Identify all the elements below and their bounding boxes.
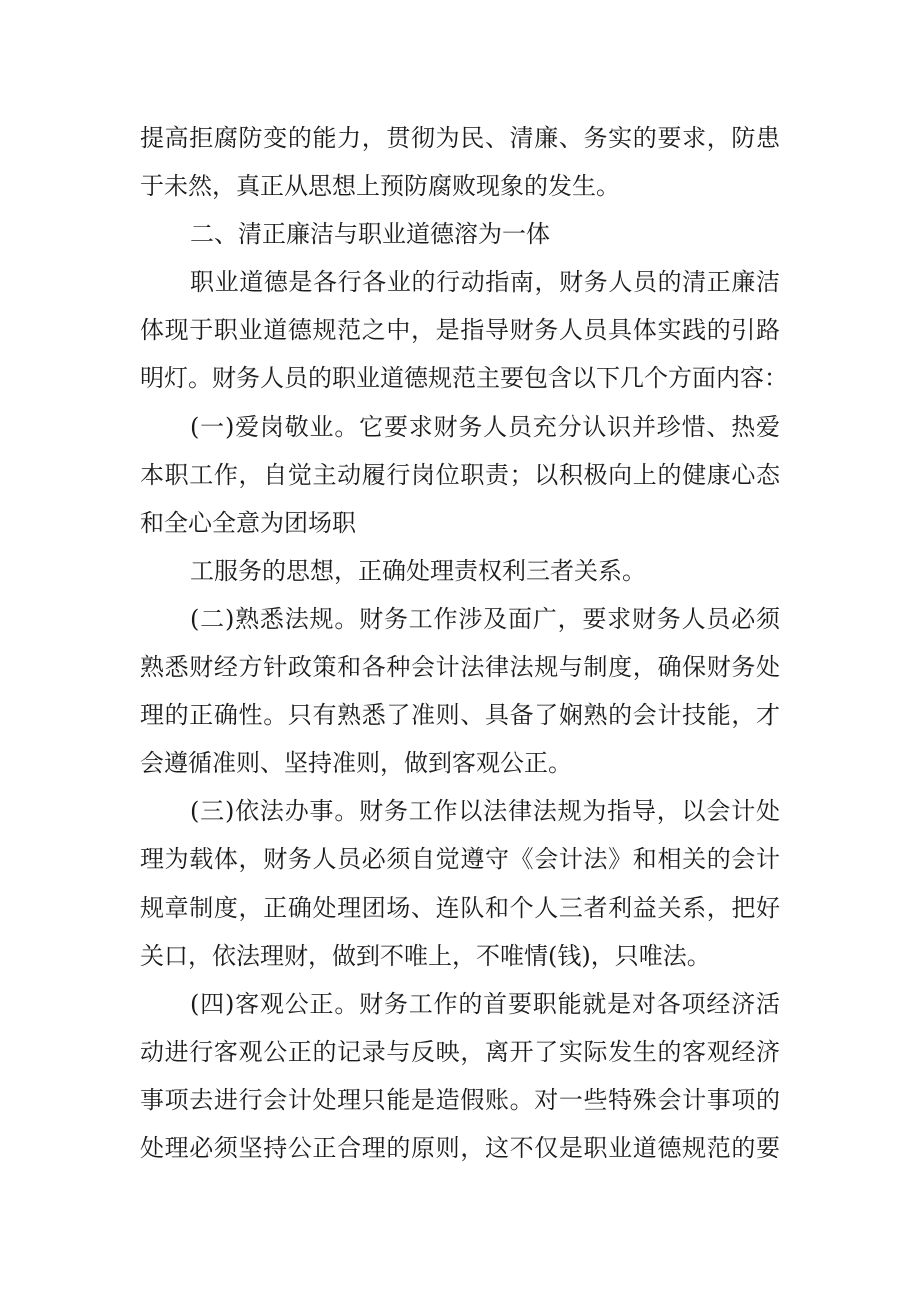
text-line: 体现于职业道德规范之中，是指导财务人员具体实践的引路: [140, 316, 780, 345]
text-line: 于未然，真正从思想上预防腐败现象的发生。: [140, 172, 620, 201]
text-line: (四)客观公正。财务工作的首要职能就是对各项经济活: [190, 989, 780, 1018]
text-line: 会遵循准则、坚持准则，做到客观公正。: [140, 749, 572, 778]
text-line: 和全心全意为团场职: [140, 508, 356, 537]
text-line: 动进行客观公正的记录与反映，离开了实际发生的客观经济: [140, 1037, 780, 1066]
text-line: (一)爱岗敬业。它要求财务人员充分认识并珍惜、热爱: [190, 412, 780, 441]
text-line: 工服务的思想，正确处理责权利三者关系。: [190, 556, 646, 585]
text-line: 处理必须坚持公正合理的原则，这不仅是职业道德规范的要: [140, 1133, 780, 1162]
text-line: 理为载体，财务人员必须自觉遵守《会计法》和相关的会计: [140, 845, 780, 874]
document-body: [140, 114, 788, 1172]
text-line: 规章制度，正确处理团场、连队和个人三者利益关系，把好: [140, 893, 780, 922]
text-line: 职业道德是各行各业的行动指南，财务人员的清正廉洁: [190, 268, 780, 297]
text-line: 熟悉财经方针政策和各种会计法律法规与制度，确保财务处: [140, 653, 780, 682]
text-line: 事项去进行会计处理只能是造假账。对一些特殊会计事项的: [140, 1085, 780, 1114]
text-line: 明灯。财务人员的职业道德规范主要包含以下几个方面内容：: [140, 364, 788, 393]
section-heading: 二、清正廉洁与职业道德溶为一体: [190, 220, 550, 249]
text-line: (二)熟悉法规。财务工作涉及面广，要求财务人员必须: [190, 604, 780, 633]
text-line: (三)依法办事。财务工作以法律法规为指导，以会计处: [190, 797, 780, 826]
text-line: 理的正确性。只有熟悉了准则、具备了娴熟的会计技能，才: [140, 701, 780, 730]
text-line: 关口，依法理财，做到不唯上，不唯情(钱)，只唯法。: [140, 941, 711, 970]
text-line: 本职工作，自觉主动履行岗位职责；以积极向上的健康心态: [140, 460, 780, 489]
text-line: 提高拒腐防变的能力，贯彻为民、清廉、务实的要求，防患: [140, 124, 780, 152]
